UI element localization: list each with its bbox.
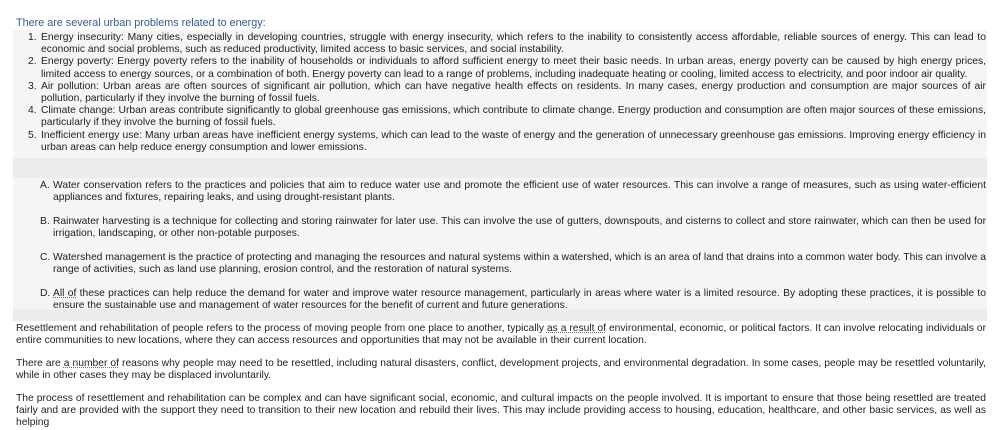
- paragraph-text: reasons why people may need to be resettled, including natural disasters, conflict, development projects, and environmental degradation. In some cases, people may be resettled voluntarily, while in other cases they may be displaced involuntarily.: [16, 358, 986, 382]
- list-marker: 4.: [28, 105, 37, 117]
- list-item-text: Air pollution: Urban areas are often sources of significant air pollution, which can have negative health effects on residents. In many cases, energy production and consumption are major sources of air pollution, particularly if they involve the burning of fossil fuels.: [41, 80, 986, 105]
- list-item: [16, 32, 986, 56]
- list-item-text: Watershed management is the practice of protecting and managing the resources and natural systems within a watershed, which is an area of land that drains into a common water body. This can involve a range of activities, such as land use planning, erosion control, and the restoration of natural systems.: [53, 251, 986, 276]
- paragraph-text: Resettlement and rehabilitation of people refers to the process of moving people from one place to another, typically: [16, 323, 547, 334]
- flagged-phrase[interactable]: a number of: [63, 358, 120, 369]
- paragraph-resettlement: [16, 323, 986, 347]
- list-item-text: these practices can help reduce the demand for water and improve water resource management, particularly in areas where water is a limited resource. By adopting these practices, it is possible to ensure the sustainable use and management of water resources for the benefit of current and future generations.: [53, 287, 986, 311]
- energy-problems-list: [16, 32, 986, 154]
- paragraph-text: There are: [16, 358, 64, 369]
- list-item-text: Inefficient energy use: Many urban areas have inefficient energy systems, which can lead to the waste of energy and the generation of unnecessary greenhouse gas emissions. Improving energy efficiency in urban areas can help reduce energy consumption and lower emissions.: [41, 129, 986, 153]
- list-marker: 1.: [28, 32, 37, 43]
- paragraph-text: environmental, economic, or political factors. It can involve relocating individuals or entire communities to new locations, where they can access resources and opportunities that may not be available in their current location.: [16, 323, 987, 347]
- list-item: [16, 105, 986, 129]
- water-practices-list: [26, 180, 986, 324]
- list-marker: B.: [40, 215, 50, 227]
- paragraph-reasons: [16, 358, 986, 382]
- list-marker: D.: [40, 287, 51, 299]
- shaded-band: [13, 158, 987, 178]
- list-item-text: Energy insecurity: Many cities, especially in developing countries, struggle with energy insecurity, which refers to the inability to consistently access affordable, reliable sources of energy. This can lead to economic and social problems, such as reduced productivity, limited access to basic services, and social instability.: [41, 32, 986, 56]
- list-marker: C.: [40, 251, 51, 263]
- list-marker: A.: [40, 180, 50, 191]
- section-heading: There are several urban problems related to energy:: [16, 17, 266, 29]
- list-item: [26, 180, 986, 204]
- list-item: [16, 56, 986, 80]
- list-marker: 3.: [28, 80, 37, 92]
- list-marker: 5.: [28, 129, 37, 141]
- list-item-text: Energy poverty: Energy poverty refers to the inability of households or individuals to afford sufficient energy to meet their basic needs. In urban areas, energy poverty can be caused by high energy prices, limited access to energy sources, or a combination of both. Energy poverty can lead to a range of problems, including inadequate heating or cooling, limited access to electricity, and poor indoor air quality.: [41, 56, 986, 80]
- flagged-phrase[interactable]: as a result of: [546, 323, 607, 334]
- list-item: [26, 216, 986, 240]
- paragraph-process: The process of resettlement and rehabilitation can be complex and can have significant social, economic, and cultural impacts on the people involved. It is important to ensure that those being resettled are treated fairly and are provided with the support they need to transition to their new location and rebuild their lives. This may include providing access to housing, education, healthcare, and other basic services, as well as helping: [16, 393, 986, 429]
- list-item-text: Climate change: Urban areas contribute significantly to global greenhouse gas emissions, which contribute to climate change. Energy production and consumption are often major sources of these emissions, particularly if they involve the burning of fossil fuels.: [41, 105, 986, 129]
- flagged-phrase[interactable]: All of: [53, 287, 77, 299]
- list-item-text: Water conservation refers to the practices and policies that aim to reduce water use and promote the efficient use of water resources. This can involve a range of measures, such as using water-efficient appliances and fixtures, repairing leaks, and using drought-resistant plants.: [53, 180, 986, 204]
- list-item-text: Rainwater harvesting is a technique for collecting and storing rainwater for later use. This can involve the use of gutters, downspouts, and cisterns to collect and store rainwater, which can then be used for irrigation, landscaping, or other non-potable purposes.: [53, 215, 986, 240]
- list-item: [16, 130, 986, 154]
- list-marker: 2.: [28, 56, 37, 68]
- list-item: [26, 288, 986, 312]
- list-item: [16, 81, 986, 105]
- list-item: [26, 252, 986, 276]
